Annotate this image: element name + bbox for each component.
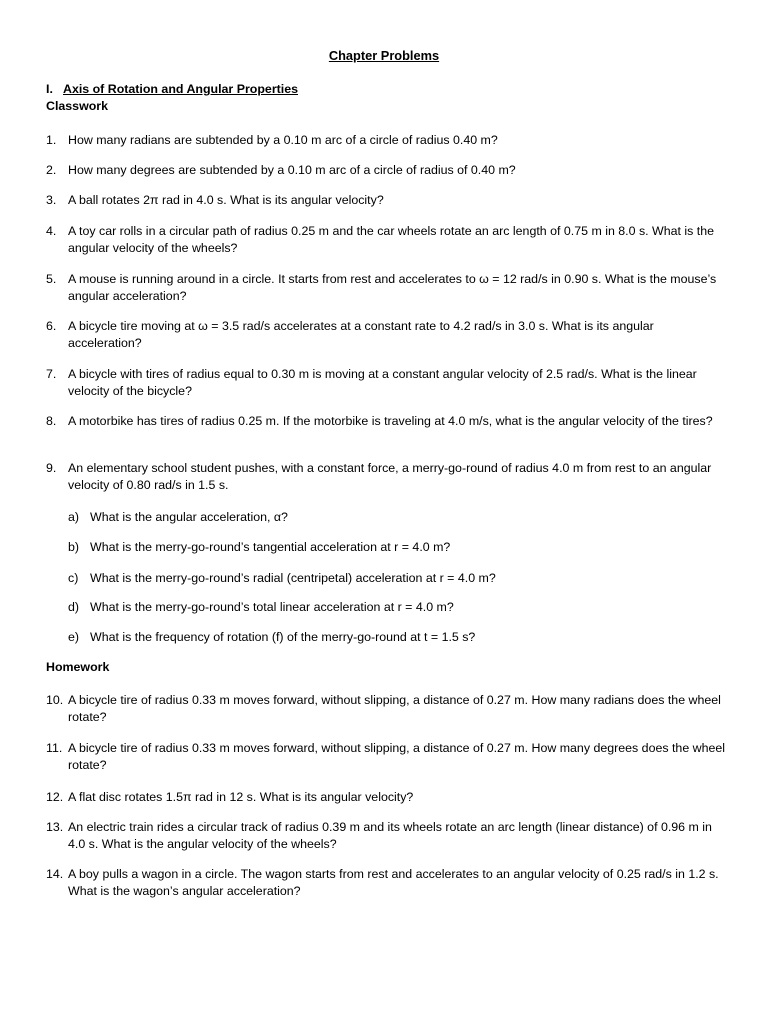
question-3 xyxy=(46,192,726,209)
question-number: 10. xyxy=(46,693,64,707)
question-text: A toy car rolls in a circular path of radius 0.25 m and the car wheels rotate an arc length of 0.75 m in 8.0 s. What is the angular velocity of the wheels? xyxy=(68,224,715,255)
question-4 xyxy=(46,223,726,257)
question-number: 3. xyxy=(46,193,57,207)
question-text: A bicycle tire moving at ω = 3.5 rad/s accelerates at a constant rate to 4.2 rad/s in 3.0 s. What is its angular acceleration? xyxy=(68,319,654,350)
question-text: How many degrees are subtended by a 0.10 m arc of a circle of radius of 0.40 m? xyxy=(68,163,516,177)
question-text: A mouse is running around in a circle. It starts from rest and accelerates to ω = 12 rad/s in 0.90 s. What is the mouse’s angular acceleration? xyxy=(68,272,717,303)
question-text: A flat disc rotates 1.5π rad in 12 s. What is its angular velocity? xyxy=(68,790,414,804)
page-title: Chapter Problems xyxy=(328,48,440,63)
homework-heading: Homework xyxy=(46,660,110,674)
subquestion-letter: b) xyxy=(68,540,80,554)
subquestion-letter: d) xyxy=(68,600,80,614)
question-6 xyxy=(46,318,726,352)
question-10 xyxy=(46,692,726,726)
subquestion-letter: e) xyxy=(68,630,80,644)
question-number: 2. xyxy=(46,163,57,177)
classwork-heading: Classwork xyxy=(46,99,108,113)
subquestion-letter: c) xyxy=(68,571,79,585)
section-number: I. xyxy=(46,82,53,96)
section-heading xyxy=(46,81,298,98)
question-5 xyxy=(46,271,726,305)
question-7 xyxy=(46,366,726,400)
subquestion-text: What is the merry-go-round’s total linear acceleration at r = 4.0 m? xyxy=(90,600,454,614)
question-number: 9. xyxy=(46,461,57,475)
question-number: 1. xyxy=(46,133,57,147)
question-14 xyxy=(46,866,726,900)
question-2 xyxy=(46,162,726,179)
question-number: 11. xyxy=(46,741,63,755)
question-9 xyxy=(46,460,726,494)
question-number: 13. xyxy=(46,820,64,834)
question-8 xyxy=(46,413,726,430)
question-number: 7. xyxy=(46,367,57,381)
question-number: 5. xyxy=(46,272,57,286)
subquestion-c xyxy=(68,570,718,587)
subquestion-text: What is the merry-go-round’s tangential acceleration at r = 4.0 m? xyxy=(90,540,451,554)
section-title: Axis of Rotation and Angular Properties xyxy=(63,82,298,96)
question-number: 4. xyxy=(46,224,57,238)
question-text: An elementary school student pushes, with a constant force, a merry-go-round of radius 4.0 m from rest to an angular velocity of 0.80 rad/s in 1.5 s. xyxy=(68,461,712,492)
question-11 xyxy=(46,740,726,774)
subquestion-text: What is the merry-go-round’s radial (centripetal) acceleration at r = 4.0 m? xyxy=(90,571,496,585)
question-text: A bicycle tire of radius 0.33 m moves forward, without slipping, a distance of 0.27 m. How many radians does the wheel rotate? xyxy=(68,693,721,724)
question-12 xyxy=(46,789,726,806)
question-number: 8. xyxy=(46,414,57,428)
question-text: A boy pulls a wagon in a circle. The wagon starts from rest and accelerates to an angular velocity of 0.25 rad/s in 1.2 s. What is the wagon’s angular acceleration? xyxy=(68,867,719,898)
question-number: 6. xyxy=(46,319,57,333)
question-number: 12. xyxy=(46,790,64,804)
subquestion-d xyxy=(68,599,718,616)
question-text: A bicycle tire of radius 0.33 m moves forward, without slipping, a distance of 0.27 m. How many degrees does the wheel rotate? xyxy=(68,741,726,772)
subquestion-e xyxy=(68,629,718,646)
subquestion-letter: a) xyxy=(68,510,80,524)
question-text: An electric train rides a circular track of radius 0.39 m and its wheels rotate an arc length (linear distance) of 0.96 m in 4.0 s. What is the angular velocity of the wheels? xyxy=(68,820,712,851)
question-text: A motorbike has tires of radius 0.25 m. If the motorbike is traveling at 4.0 m/s, what is the angular velocity of the tires? xyxy=(68,414,713,428)
subquestion-b xyxy=(68,539,718,556)
question-text: A bicycle with tires of radius equal to 0.30 m is moving at a constant angular velocity of 2.5 rad/s. What is the linear velocity of the bicycle? xyxy=(68,367,697,398)
question-number: 14. xyxy=(46,867,64,881)
question-13 xyxy=(46,819,726,853)
question-1 xyxy=(46,132,726,149)
subquestion-text: What is the angular acceleration, α? xyxy=(90,510,288,524)
question-text: How many radians are subtended by a 0.10 m arc of a circle of radius 0.40 m? xyxy=(68,133,498,147)
subquestion-text: What is the frequency of rotation (f) of the merry-go-round at t = 1.5 s? xyxy=(90,630,476,644)
subquestion-a xyxy=(68,509,718,526)
question-text: A ball rotates 2π rad in 4.0 s. What is its angular velocity? xyxy=(68,193,384,207)
